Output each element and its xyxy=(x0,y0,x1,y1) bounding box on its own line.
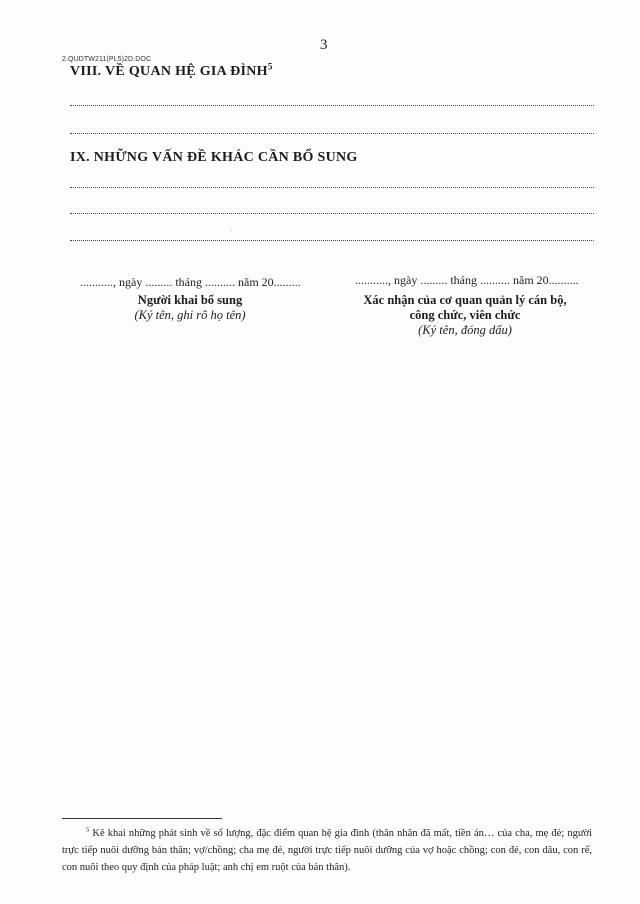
footnote-text: Kê khai những phát sinh về số lượng, đặc điểm quan hệ gia đình (thân nhân đã mất, tiền án… của cha, mẹ đẻ; người trực tiếp nuôi dưỡng bản thân; vợ/chồng; cha mẹ đẻ, người trực tiếp nuôi dưỡng của vợ hoặc chồng; con đẻ, con dâu, con rể, con nuôi theo quy định của pháp luật; anh chị em ruột của bản thân). xyxy=(62,828,592,873)
section-viii-title-text: VIII. VỀ QUAN HỆ GIA ĐÌNH xyxy=(70,64,268,79)
footnote-ref: 5 xyxy=(267,61,273,72)
fill-line xyxy=(70,133,594,134)
page-number: 3 xyxy=(320,37,328,53)
fill-line xyxy=(70,187,594,188)
scan-speck xyxy=(231,230,232,231)
left-signature-block xyxy=(80,293,300,323)
fill-line xyxy=(70,105,594,106)
right-signer-role-line1: Xác nhận của cơ quan quản lý cán bộ, xyxy=(363,293,567,307)
right-signer-role-line2: công chức, viên chức xyxy=(409,308,521,322)
left-signer-role: Người khai bổ sung xyxy=(137,293,243,307)
fill-line xyxy=(70,213,594,214)
left-signer-instruction: (Ký tên, ghi rõ họ tên) xyxy=(134,308,246,322)
right-signature-block xyxy=(335,293,595,338)
right-signer-instruction: (Ký tên, đóng dấu) xyxy=(418,323,512,337)
footnote-number: 5 xyxy=(86,826,90,834)
fill-line xyxy=(70,240,594,241)
section-ix-title: IX. NHỮNG VẤN ĐỀ KHÁC CẦN BỔ SUNG xyxy=(70,150,358,165)
footnote xyxy=(62,825,592,876)
section-viii-title xyxy=(70,61,273,80)
footnote-separator xyxy=(62,818,222,819)
left-date-line: ..........., ngày ......... tháng .......... năm 20......... xyxy=(80,275,301,289)
right-date-line: ..........., ngày ......... tháng .......... năm 20.......... xyxy=(355,273,579,287)
document-code: 2.QUDTW211(PL5)2D.DOC xyxy=(62,56,152,63)
